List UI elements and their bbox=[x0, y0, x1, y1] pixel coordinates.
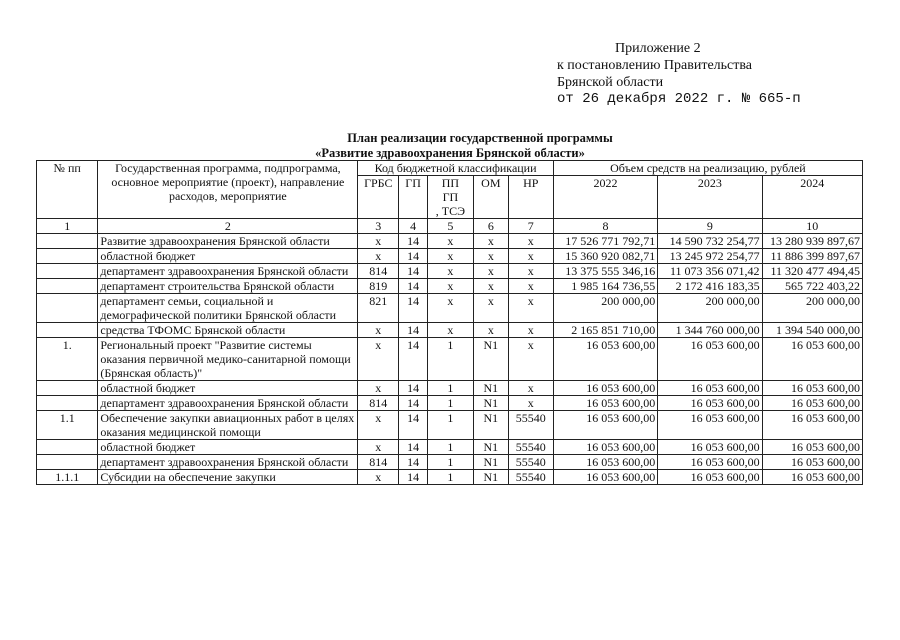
amount-2022-cell: 16 053 600,00 bbox=[553, 455, 657, 470]
amount-2024-cell: 16 053 600,00 bbox=[762, 470, 862, 485]
col-header-year-2023: 2023 bbox=[658, 176, 762, 219]
amount-2023-cell: 200 000,00 bbox=[658, 294, 762, 323]
table-row bbox=[37, 264, 863, 279]
om-cell: N1 bbox=[473, 470, 508, 485]
row-number-cell: 1.1.1 bbox=[37, 470, 98, 485]
amount-2022-cell: 16 053 600,00 bbox=[553, 338, 657, 381]
table-row bbox=[37, 338, 863, 381]
col-header-om: ОМ bbox=[473, 176, 508, 219]
row-name-cell: департамент семьи, социальной и демографической политики Брянской области bbox=[98, 294, 358, 323]
column-number-row bbox=[37, 219, 863, 234]
document-title bbox=[0, 131, 900, 161]
om-cell: N1 bbox=[473, 455, 508, 470]
appendix-label: Приложение 2 bbox=[615, 41, 701, 56]
grbs-cell: х bbox=[358, 249, 399, 264]
row-number-cell bbox=[37, 381, 98, 396]
row-name-cell: департамент строительства Брянской области bbox=[98, 279, 358, 294]
gp-cell: 14 bbox=[399, 338, 428, 381]
amount-2023-cell: 13 245 972 254,77 bbox=[658, 249, 762, 264]
row-name-cell: Развитие здравоохранения Брянской области bbox=[98, 234, 358, 249]
gp-cell: 14 bbox=[399, 279, 428, 294]
amount-2023-cell: 2 172 416 183,35 bbox=[658, 279, 762, 294]
np-cell: х bbox=[508, 294, 553, 323]
np-cell: х bbox=[508, 264, 553, 279]
amount-2023-cell: 14 590 732 254,77 bbox=[658, 234, 762, 249]
grbs-cell: 814 bbox=[358, 264, 399, 279]
np-cell: 55540 bbox=[508, 470, 553, 485]
row-name-cell: департамент здравоохранения Брянской области bbox=[98, 264, 358, 279]
table-row bbox=[37, 440, 863, 455]
table-row bbox=[37, 323, 863, 338]
row-name-cell: департамент здравоохранения Брянской области bbox=[98, 455, 358, 470]
row-number-cell bbox=[37, 264, 98, 279]
row-number-cell bbox=[37, 455, 98, 470]
row-name-cell: Региональный проект "Развитие системы оказания первичной медико-санитарной помощи (Брянская область)" bbox=[98, 338, 358, 381]
column-number-cell: 1 bbox=[37, 219, 98, 234]
om-cell: х bbox=[473, 249, 508, 264]
om-cell: х bbox=[473, 279, 508, 294]
grbs-cell: х bbox=[358, 381, 399, 396]
amount-2022-cell: 16 053 600,00 bbox=[553, 396, 657, 411]
row-number-cell: 1.1 bbox=[37, 411, 98, 440]
grbs-cell: х bbox=[358, 440, 399, 455]
document-title-line1: План реализации государственной программы bbox=[347, 131, 613, 145]
row-name-cell: Субсидии на обеспечение закупки bbox=[98, 470, 358, 485]
np-cell: 55540 bbox=[508, 411, 553, 440]
col-header-num: № пп bbox=[37, 161, 98, 219]
table-row bbox=[37, 455, 863, 470]
np-cell: х bbox=[508, 396, 553, 411]
om-cell: N1 bbox=[473, 338, 508, 381]
gp-cell: 14 bbox=[399, 470, 428, 485]
col-header-name: Государственная программа, подпрограмма, основное мероприятие (проект), направление расходов, мероприятие bbox=[98, 161, 358, 219]
np-cell: 55540 bbox=[508, 455, 553, 470]
grbs-cell: х bbox=[358, 338, 399, 381]
row-number-cell bbox=[37, 294, 98, 323]
col-header-volume-group: Объем средств на реализацию, рублей bbox=[553, 161, 862, 176]
table-row bbox=[37, 249, 863, 264]
amount-2024-cell: 11 886 399 897,67 bbox=[762, 249, 862, 264]
gp-cell: 14 bbox=[399, 294, 428, 323]
amount-2023-cell: 16 053 600,00 bbox=[658, 338, 762, 381]
row-number-cell: 1. bbox=[37, 338, 98, 381]
amount-2022-cell: 13 375 555 346,16 bbox=[553, 264, 657, 279]
row-name-cell: областной бюджет bbox=[98, 249, 358, 264]
column-number-cell: 9 bbox=[658, 219, 762, 234]
ppgp-cell: 1 bbox=[427, 396, 473, 411]
table-row bbox=[37, 234, 863, 249]
amount-2022-cell: 16 053 600,00 bbox=[553, 411, 657, 440]
grbs-cell: х bbox=[358, 411, 399, 440]
row-number-cell bbox=[37, 396, 98, 411]
grbs-cell: 814 bbox=[358, 455, 399, 470]
om-cell: N1 bbox=[473, 396, 508, 411]
gp-cell: 14 bbox=[399, 381, 428, 396]
ppgp-cell: х bbox=[427, 234, 473, 249]
ppgp-cell: 1 bbox=[427, 411, 473, 440]
ppgp-cell: х bbox=[427, 294, 473, 323]
amount-2023-cell: 16 053 600,00 bbox=[658, 440, 762, 455]
ppgp-cell: х bbox=[427, 323, 473, 338]
om-cell: N1 bbox=[473, 411, 508, 440]
amount-2024-cell: 11 320 477 494,45 bbox=[762, 264, 862, 279]
table-row bbox=[37, 381, 863, 396]
appendix-header bbox=[557, 40, 801, 108]
column-number-cell: 4 bbox=[399, 219, 428, 234]
col-header-np: НР bbox=[508, 176, 553, 219]
np-cell: 55540 bbox=[508, 440, 553, 455]
table-row bbox=[37, 470, 863, 485]
amount-2022-cell: 16 053 600,00 bbox=[553, 470, 657, 485]
row-name-cell: областной бюджет bbox=[98, 440, 358, 455]
np-cell: х bbox=[508, 234, 553, 249]
column-number-cell: 3 bbox=[358, 219, 399, 234]
gp-cell: 14 bbox=[399, 440, 428, 455]
column-number-cell: 10 bbox=[762, 219, 862, 234]
col-header-year-2022: 2022 bbox=[553, 176, 657, 219]
ppgp-cell: х bbox=[427, 264, 473, 279]
col-header-year-2024: 2024 bbox=[762, 176, 862, 219]
amount-2023-cell: 16 053 600,00 bbox=[658, 455, 762, 470]
col-header-ppgp: ПП ГП , ТСЭ bbox=[427, 176, 473, 219]
ppgp-cell: х bbox=[427, 249, 473, 264]
amount-2022-cell: 16 053 600,00 bbox=[553, 440, 657, 455]
plan-table bbox=[36, 160, 863, 485]
om-cell: х bbox=[473, 234, 508, 249]
appendix-decree-date: от 26 декабря 2022 г. № 665-п bbox=[557, 91, 801, 107]
gp-cell: 14 bbox=[399, 455, 428, 470]
table-head-row-1 bbox=[37, 161, 863, 176]
row-name-cell: средства ТФОМС Брянской области bbox=[98, 323, 358, 338]
gp-cell: 14 bbox=[399, 249, 428, 264]
amount-2023-cell: 11 073 356 071,42 bbox=[658, 264, 762, 279]
om-cell: х bbox=[473, 264, 508, 279]
amount-2022-cell: 17 526 771 792,71 bbox=[553, 234, 657, 249]
np-cell: х bbox=[508, 381, 553, 396]
gp-cell: 14 bbox=[399, 411, 428, 440]
ppgp-cell: х bbox=[427, 279, 473, 294]
amount-2024-cell: 13 280 939 897,67 bbox=[762, 234, 862, 249]
row-number-cell bbox=[37, 440, 98, 455]
np-cell: х bbox=[508, 249, 553, 264]
col-header-code-group: Код бюджетной классификации bbox=[358, 161, 553, 176]
col-header-gp: ГП bbox=[399, 176, 428, 219]
row-name-cell: Обеспечение закупки авиационных работ в целях оказания медицинской помощи bbox=[98, 411, 358, 440]
amount-2024-cell: 1 394 540 000,00 bbox=[762, 323, 862, 338]
column-number-cell: 2 bbox=[98, 219, 358, 234]
om-cell: х bbox=[473, 294, 508, 323]
amount-2024-cell: 16 053 600,00 bbox=[762, 440, 862, 455]
amount-2022-cell: 16 053 600,00 bbox=[553, 381, 657, 396]
om-cell: N1 bbox=[473, 381, 508, 396]
plan-table-body bbox=[37, 234, 863, 485]
grbs-cell: х bbox=[358, 234, 399, 249]
np-cell: х bbox=[508, 323, 553, 338]
ppgp-cell: 1 bbox=[427, 381, 473, 396]
amount-2022-cell: 200 000,00 bbox=[553, 294, 657, 323]
amount-2022-cell: 2 165 851 710,00 bbox=[553, 323, 657, 338]
grbs-cell: х bbox=[358, 323, 399, 338]
grbs-cell: х bbox=[358, 470, 399, 485]
table-row bbox=[37, 396, 863, 411]
grbs-cell: 814 bbox=[358, 396, 399, 411]
col-header-grbs: ГРБС bbox=[358, 176, 399, 219]
ppgp-cell: 1 bbox=[427, 338, 473, 381]
grbs-cell: 821 bbox=[358, 294, 399, 323]
document-title-line2: «Развитие здравоохранения Брянской области» bbox=[315, 146, 585, 160]
row-number-cell bbox=[37, 234, 98, 249]
column-number-cell: 7 bbox=[508, 219, 553, 234]
ppgp-cell: 1 bbox=[427, 440, 473, 455]
amount-2024-cell: 16 053 600,00 bbox=[762, 338, 862, 381]
row-number-cell bbox=[37, 323, 98, 338]
amount-2024-cell: 16 053 600,00 bbox=[762, 411, 862, 440]
ppgp-cell: 1 bbox=[427, 455, 473, 470]
table-row bbox=[37, 279, 863, 294]
row-number-cell bbox=[37, 249, 98, 264]
row-number-cell bbox=[37, 279, 98, 294]
ppgp-cell: 1 bbox=[427, 470, 473, 485]
amount-2024-cell: 565 722 403,22 bbox=[762, 279, 862, 294]
row-name-cell: департамент здравоохранения Брянской области bbox=[98, 396, 358, 411]
amount-2024-cell: 200 000,00 bbox=[762, 294, 862, 323]
appendix-region-line: Брянской области bbox=[557, 75, 664, 90]
table-row bbox=[37, 294, 863, 323]
gp-cell: 14 bbox=[399, 264, 428, 279]
amount-2023-cell: 16 053 600,00 bbox=[658, 381, 762, 396]
amount-2023-cell: 16 053 600,00 bbox=[658, 411, 762, 440]
column-number-cell: 6 bbox=[473, 219, 508, 234]
np-cell: х bbox=[508, 279, 553, 294]
amount-2024-cell: 16 053 600,00 bbox=[762, 381, 862, 396]
column-number-cell: 8 bbox=[553, 219, 657, 234]
amount-2022-cell: 15 360 920 082,71 bbox=[553, 249, 657, 264]
gp-cell: 14 bbox=[399, 396, 428, 411]
amount-2024-cell: 16 053 600,00 bbox=[762, 396, 862, 411]
amount-2024-cell: 16 053 600,00 bbox=[762, 455, 862, 470]
appendix-resolution-line: к постановлению Правительства bbox=[557, 58, 753, 73]
grbs-cell: 819 bbox=[358, 279, 399, 294]
gp-cell: 14 bbox=[399, 323, 428, 338]
column-number-cell: 5 bbox=[427, 219, 473, 234]
om-cell: х bbox=[473, 323, 508, 338]
amount-2022-cell: 1 985 164 736,55 bbox=[553, 279, 657, 294]
amount-2023-cell: 1 344 760 000,00 bbox=[658, 323, 762, 338]
table-row bbox=[37, 411, 863, 440]
amount-2023-cell: 16 053 600,00 bbox=[658, 396, 762, 411]
amount-2023-cell: 16 053 600,00 bbox=[658, 470, 762, 485]
row-name-cell: областной бюджет bbox=[98, 381, 358, 396]
om-cell: N1 bbox=[473, 440, 508, 455]
gp-cell: 14 bbox=[399, 234, 428, 249]
np-cell: х bbox=[508, 338, 553, 381]
